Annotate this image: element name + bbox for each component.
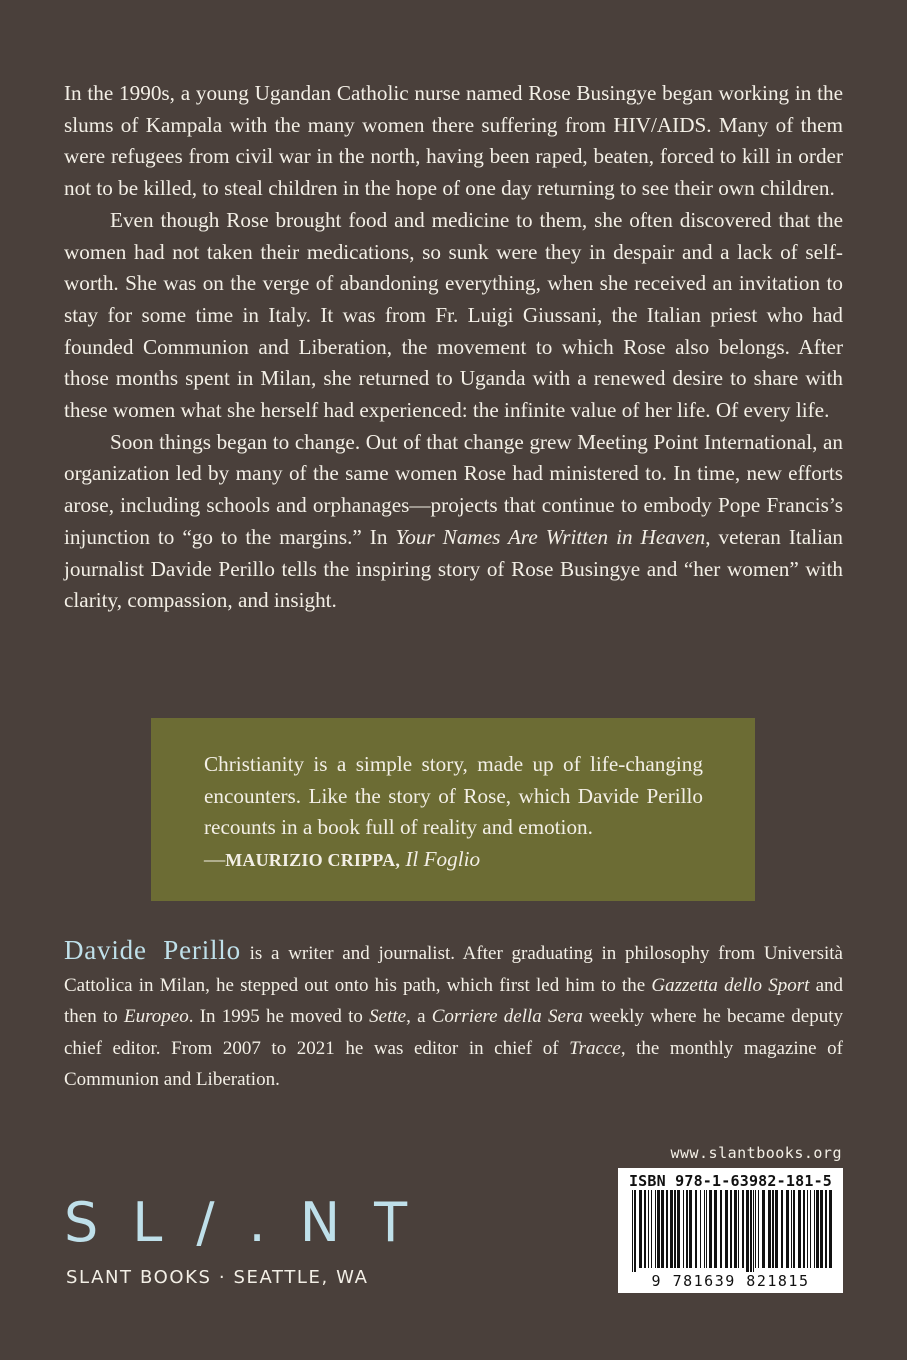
barcode-bar bbox=[820, 1190, 823, 1268]
barcode-bar bbox=[772, 1190, 774, 1268]
barcode-bar bbox=[700, 1190, 701, 1268]
bio-italic-gazzetta: Gazzetta dello Sport bbox=[651, 974, 810, 996]
attribution-dash: — bbox=[204, 847, 226, 872]
barcode-bars bbox=[618, 1190, 843, 1272]
barcode-bar bbox=[742, 1190, 744, 1268]
bio-text-6: , the monthly magazine of Communion and Liberation. bbox=[64, 1037, 844, 1090]
barcode-digits: 9 781639 821815 bbox=[651, 1272, 810, 1290]
barcode-bar bbox=[746, 1190, 749, 1272]
barcode-bar bbox=[791, 1190, 792, 1268]
barcode-bar bbox=[677, 1190, 680, 1268]
publisher-line: SLANT BOOKS · SEATTLE, WA bbox=[66, 1267, 369, 1288]
blurb-paragraph-1: In the 1990s, a young Ugandan Catholic nurse named Rose Busingye began working in the slums of Kampala with the many women there suffering from HIV/AIDS. Many of them were refugees from civil war in the north, having been raped, beaten, forced to kill in order not to be killed, to steal children in the hope of one day returning to see their own children. bbox=[64, 81, 843, 201]
blurb-paragraph-3 bbox=[64, 427, 843, 617]
barcode-bar bbox=[725, 1190, 728, 1268]
book-title: Your Names Are Written in Heaven bbox=[395, 524, 706, 549]
barcode-bar bbox=[706, 1190, 707, 1268]
slant-logo: SL/.NT bbox=[64, 1191, 442, 1254]
barcode-bar bbox=[666, 1190, 668, 1268]
barcode-bar bbox=[753, 1190, 754, 1272]
barcode-bar bbox=[655, 1190, 656, 1268]
bio-italic-tracce: Tracce bbox=[569, 1037, 621, 1059]
bio-text-2: and then to bbox=[64, 974, 844, 1027]
barcode-bar bbox=[781, 1190, 783, 1268]
bio-text-1: is a writer and journalist. After graduating in philosophy from Università Cattolica in Milan, he stepped out onto his path, which first led him to the bbox=[64, 943, 843, 996]
blurb-p3-text-b: , veteran Italian journalist Davide Perillo tells the inspiring story of Rose Busingye and “her women” with clarity, compassion, and insight. bbox=[64, 524, 843, 613]
barcode-bar bbox=[775, 1190, 778, 1268]
endorsement-attribution bbox=[204, 844, 703, 877]
barcode-bar bbox=[674, 1190, 676, 1268]
author-bio bbox=[64, 935, 843, 1096]
blurb-p3-text-a: Soon things began to change. Out of that change grew Meeting Point International, an organization led by many of the same women Rose had ministered to. In time, new efforts arose, including schools and orphanages—projects that continue to embody Pope Francis’s injunction to “go to the margins.” In bbox=[64, 429, 843, 549]
bio-italic-corriere: Corriere della Sera bbox=[431, 1006, 583, 1027]
barcode-bar bbox=[786, 1190, 789, 1268]
barcode-bar bbox=[762, 1190, 765, 1268]
barcode-bar bbox=[768, 1190, 771, 1268]
barcode-bar bbox=[829, 1190, 832, 1268]
barcode-bar bbox=[807, 1190, 808, 1268]
barcode-bar bbox=[734, 1190, 737, 1268]
isbn-label: ISBN 978-1-63982-181-5 bbox=[628, 1172, 833, 1190]
barcode-bar bbox=[798, 1190, 801, 1268]
attribution-source: Il Foglio bbox=[405, 847, 481, 872]
barcode-bar bbox=[793, 1190, 795, 1268]
blurb-paragraph-2: Even though Rose brought food and medicine to them, she often discovered that the women had not taken their medications, so sunk were they in despair and a lack of self-worth. She was on the verge of abandoning everything, when she received an invitation to stay for some time in Italy. It was from Fr. Luigi Giussani, the Italian priest who had founded Communion and Liberation, the movement to which Rose also belongs. After those months spent in Milan, she returned to Uganda with a renewed desire to share with these women what she herself had experienced: the infinite value of her life. Of every life. bbox=[64, 207, 843, 423]
barcode-bar bbox=[634, 1190, 636, 1272]
barcode-bar bbox=[750, 1190, 752, 1272]
endorsement-quote-box bbox=[151, 718, 755, 901]
barcode-bar bbox=[686, 1190, 688, 1268]
barcode-bar bbox=[661, 1190, 664, 1268]
barcode-bar bbox=[810, 1190, 811, 1268]
attribution-author: MAURIZIO CRIPPA, bbox=[225, 850, 401, 871]
barcode-bar bbox=[683, 1190, 684, 1268]
barcode-bar bbox=[714, 1190, 717, 1268]
barcode-bar bbox=[670, 1190, 673, 1268]
barcode-bar bbox=[738, 1190, 739, 1268]
barcode-bar bbox=[758, 1190, 759, 1268]
bio-italic-europeo: Europeo bbox=[123, 1006, 189, 1027]
barcode-bar bbox=[803, 1190, 805, 1268]
barcode-bar bbox=[657, 1190, 660, 1268]
barcode-bar bbox=[720, 1190, 722, 1268]
barcode-bar bbox=[825, 1190, 827, 1268]
barcode-bar bbox=[755, 1190, 756, 1268]
barcode-bar bbox=[730, 1190, 732, 1268]
bio-text-3: . In 1995 he moved to bbox=[188, 1006, 370, 1027]
endorsement-quote-text: Christianity is a simple story, made up of life-changing encounters. Like the story of Rose, which Davide Perillo recounts in a book full of reality and emotion. bbox=[204, 752, 703, 840]
publisher-website: www.slantbooks.org bbox=[670, 1144, 842, 1162]
barcode-bar bbox=[651, 1190, 652, 1268]
isbn-barcode bbox=[618, 1168, 843, 1293]
barcode-bar bbox=[648, 1190, 649, 1268]
bio-italic-sette: Sette bbox=[369, 1006, 407, 1027]
author-bio-text bbox=[64, 935, 843, 1096]
barcode-bar bbox=[709, 1190, 712, 1268]
barcode-bar bbox=[704, 1190, 705, 1268]
bio-text-4: , a bbox=[406, 1006, 432, 1027]
barcode-bar bbox=[816, 1190, 819, 1268]
barcode-bar bbox=[814, 1190, 815, 1268]
barcode-bar bbox=[695, 1190, 697, 1268]
bio-text-5: weekly where he became deputy chief editor. From 2007 to 2021 he was editor in chief of bbox=[64, 1006, 843, 1059]
blurb bbox=[64, 78, 843, 617]
barcode-bar bbox=[632, 1190, 633, 1272]
barcode-bar bbox=[689, 1190, 692, 1268]
barcode-bar bbox=[644, 1190, 646, 1268]
author-name: Davide Perillo bbox=[64, 935, 241, 965]
barcode-bar bbox=[639, 1190, 642, 1268]
